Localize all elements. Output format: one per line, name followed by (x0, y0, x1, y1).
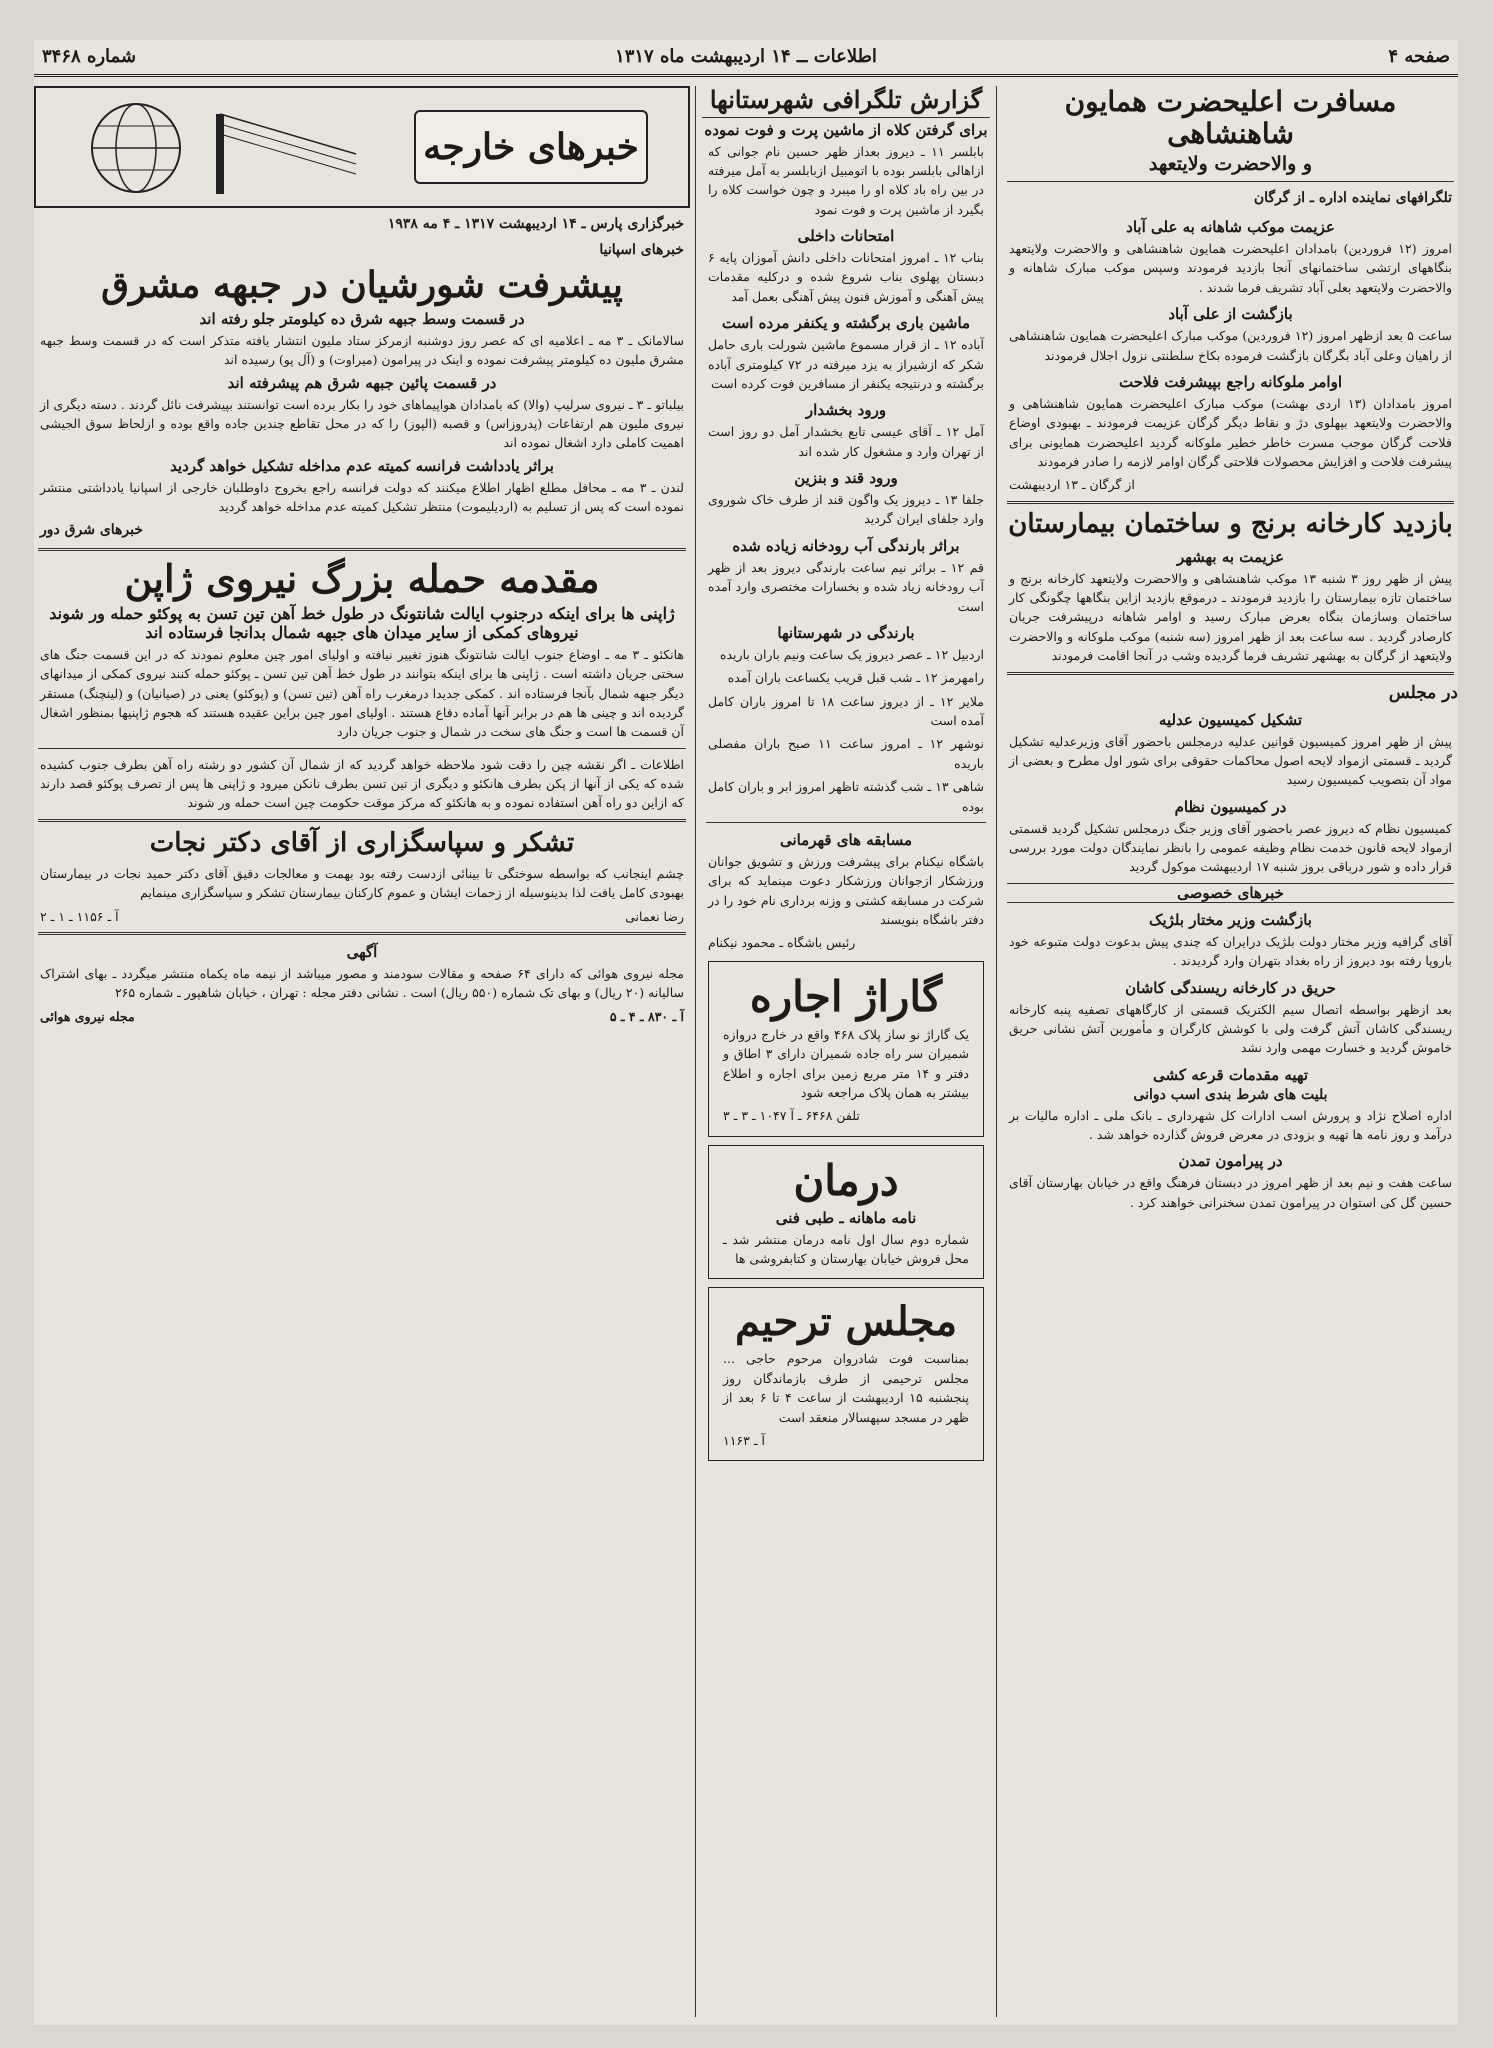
contest-text: باشگاه نیکنام برای پیشرفت ورزش و تشویق جوانان ورزشکار ازجوانان ورزشکار دعوت مینماید که برای شرکت در مسابقه کشتی و وزنه برداری نام خود را در دفتر باشگاه بنویسند (708, 853, 984, 928)
column-provinces (702, 86, 990, 2017)
darman-subtitle: نامه ماهانه ـ طبی فنی (775, 1208, 917, 1227)
section-heading: امتحانات داخلی (797, 227, 895, 246)
section-heading: عزیمت موکب شاهانه به علی آباد (1126, 218, 1335, 237)
garage-phone: تلفن ۶۴۶۸ ـ آ ۱۰۴۷ ـ ۳ ـ ۳ (723, 1108, 860, 1124)
divider (706, 822, 986, 823)
column-rule (695, 86, 696, 2017)
section-text: بعد ازظهر بواسطه اتصال سیم الکتریک قسمتی از کارگاههای تصفیه پنبه کارخانه ریسندگی کاشان آتش گرفت ولی با کوشش کارگران و مأمورین آتش نشانی حریق خاموش گردید و خسارت مهمی وارد نشد (1009, 1001, 1452, 1056)
visit-title: بازدید کارخانه برنج و ساختمان بیمارستان (1008, 508, 1453, 539)
masthead (34, 40, 1458, 77)
foreign-news-banner (34, 86, 690, 208)
contest-heading: مسابقه های قهرمانی (779, 830, 913, 849)
spain-text-a: سالامانک ـ ۳ مه ـ اعلامیه ای که عصر روز دوشنبه ازمرکز ستاد ملیون انتشار یافته متذکر است که در قسمت وسط جبهه مشرق ملیون ده کیلومتر پیشرفت نموده و اینک در پیرامون (میراوت) و (آل پو) رسیده اند (40, 332, 684, 368)
japan-text: هانکئو ـ ۳ مه ـ اوضاع جنوب ایالت شانتونگ هنوز تغییر نیافته و اولیای امور چین معلوم نمودند که در این قسمت جنگ های سختی جریان داشته است . ژاپنی ها برای اینکه بتوانند در طول خط آهن تین تسن ـ پوکئو حمله کنند نیروی کمکی از میدانهای دیگر جبهه شمال بآنجا فرستاده اند . کمکی جدیدا درمغرب راه آهن (تین تسن) و (پوکئو) یعنی در (صیانیان) و (لینچنگ) مستقر گردیده اند و چینی ها هم در برابر آنها آماده دفاع هستند . اولیای امور چین براین عقیده هستند که هجوم ژاپنیها بمنظور اشغال آن قسمت ها است و جنگ های سخت در شمال و جنوب جریان دارد (40, 646, 684, 740)
tarhim-code: آ ـ ۱۱۶۳ (723, 1432, 765, 1448)
majlis-heading: در مجلس (1388, 682, 1458, 703)
garage-ad (708, 961, 984, 1137)
tarhim-ad (708, 1287, 984, 1461)
darman-title: درمان (793, 1155, 899, 1205)
section-heading: تهیه مقدمات قرعه کشی (1152, 1065, 1308, 1084)
globe-illustration-icon (66, 94, 366, 198)
info-text: اطلاعات ـ اگر نقشه چین را دقت شود ملاحظه خواهد گردید که از شمال آن کشور دو رشته راه آهن بطرف جنوب کشیده شده که یکی از آنها از پکن بطرف هانکئو و دیگری از تین تسن بطرف نانکن میرود و ژاپنی ها پس از تصرف پوکئو قصد دارند که ازاین دو راه آهن استفاده نموده و به هانکئو که مرکز موقت حکومت چین است حمله ور شوند (40, 756, 684, 811)
spain-text-c: لندن ـ ۳ مه ـ محافل مطلع اظهار اطلاع میکنند که دولت فرانسه راجع بخروج داوطلبان خارجی از اسپانیا یادداشتی منتشر نموده است که پس از تسلیم به (اردیلیموت) منتظر تشکیل کمیته عدم مداخله خواهد گردید (40, 479, 684, 515)
section-text: ساعت ۵ بعد ازظهر امروز (۱۲ فروردین) موکب مبارک اعلیحضرت همایون شاهنشاهی از راهیان وعلی آباد بگرگان بازگشت فرموده بکاخ سلطنتی نزول اجلال فرمودند (1009, 328, 1452, 363)
section-text: جلفا ۱۳ ـ دیروز یک واگون قند از طرف خاک شوروی وارد جلفای ایران گردید (708, 492, 984, 527)
spain-sub3: براثر یادداشت فرانسه کمیته عدم مداخله تشکیل خواهد گردید (170, 456, 554, 475)
thanks-title: تشکر و سپاسگزاری از آقای دکتر نجات (149, 827, 575, 858)
thanks-code: آ ـ ۱۱۵۶ ـ ۱ ـ ۲ (40, 908, 119, 924)
divider (38, 748, 686, 749)
section-signature: از گرگان ـ ۱۳ اردیبهشت (1009, 477, 1135, 493)
telegram-line: تلگرافهای نماینده اداره ـ از گرگان (1253, 190, 1452, 207)
visit-text: پیش از ظهر روز ۳ شنبه ۱۳ موکب شاهنشاهی و والاحضرت ولایتعهد کارخانه برنج و ساختمان تازه بیمارستان را بازدید فرمودند ـ درموقع بازدید ازاین بنگاهها چگونگی کار ساختمان وسازمان بنگاه بعرض مبارک رسید و اوامر شاهانه درپیشرفت جریان کارصادر گردید . سه ساعت بعد از ظهر امروز (سه شنبه) موکب ملوکانه و والاحضرت ولایتعهد از گرگان به بهشهر تشریف فرما گردیده وشب در آنجا اقامت فرمودند (1009, 570, 1453, 664)
issue-number: شماره ۳۴۶۸ (42, 46, 137, 67)
spain-label: خبرهای اسپانیا (599, 241, 684, 258)
column-foreign-news (34, 86, 690, 2017)
far-east-label: خبرهای شرق دور (40, 522, 144, 539)
contest-signature: رئیس باشگاه ـ محمود نیکنام (708, 935, 856, 951)
section-text: قم ۱۲ ـ براثر نیم ساعت بارندگی دیروز بعد از ظهر آب رودخانه زیاد شده و بخسارات مختصری وارد آمده است (708, 559, 984, 614)
section-subheading: بلیت های شرط بندی اسب دوانی (1133, 1086, 1328, 1103)
garage-text: یک گاراژ نو ساز پلاک ۴۶۸ واقع در خارج دروازه شمیران سر راه جاده شمیران دارای ۳ اطاق و دفتر و ۱۴ متر مربع زمین برای اجاره و اطلاع بیشتر به همان پلاک مراجعه شود (723, 1026, 969, 1100)
section-heading: بازگشت وزیر مختار بلژیک (1149, 910, 1312, 929)
foreign-news-banner-title: خبرهای خارجه (414, 110, 648, 184)
provinces-subtitle: برای گرفتن کلاه از ماشین پرت و فوت نموده (704, 120, 988, 139)
darman-text: شماره دوم سال اول نامه درمان منتشر شد ـ محل فروش خیابان بهارستان و کتابفروشی ها (723, 1231, 969, 1267)
page-label: صفحه ۴ (1388, 46, 1450, 67)
ad-footer (40, 1007, 684, 1026)
tarhim-title: مجلس ترحیم (734, 1298, 958, 1346)
section-heading: بازگشت از علی آباد (1168, 305, 1293, 324)
agency-line: خبرگزاری پارس ـ ۱۴ اردیبهشت ۱۳۱۷ ـ ۴ مه ۱۹۳۸ (387, 216, 684, 232)
section-text: امروز بامدادان (۱۳ اردی بهشت) موکب مبارک اعلیحضرت همایون شاهنشاهی و والاحضرت ولایتعهد بپهلوی دژ و نقاط دیگر گرگان عزیمت فرمودند ـ بهبودی اوضاع فلاحت گرگان موجب مسرت خاطر خطیر ملوکانه گردید اعلیحضرت همایونی برای پیشرفت فلاحت و افزایش محصولات فلاحتی گرگان اوامر لازمه را صادر فرمودند (1009, 395, 1452, 470)
divider (38, 932, 686, 935)
section-text: امروز (۱۲ فروردین) بامدادان اعلیحضرت همایون شاهنشاهی و والاحضرت ولایتعهد بنگاههای ارتشی ساختمانهای آنجا بازدید فرمودند وسپس موکب مبارک شاهانه و والاحضرت ولایتعهد بعلی آباد تشریف فرما شدند . (1009, 241, 1452, 295)
section-heading: حریق در کارخانه ریسندگی کاشان (1125, 978, 1336, 997)
garage-title: گاراژ اجاره (749, 971, 943, 1021)
tarhim-text: بمناسبت فوت شادروان مرحوم حاجی ... مجلس ترحیمی از طرف بازماندگان روز پنجشنبه ۱۵ اردیبهشت از ساعت ۴ تا ۶ بعد از ظهر در مسجد سپهسالار منعقد است (723, 1351, 970, 1425)
section-heading: براثر بارندگی آب رودخانه زیاده شده (732, 536, 960, 555)
section-text: آقای گرافیه وزیر مختار دولت بلژیک درایران که چندی پیش بدعوت دولت متبوعه خود باروپا رفته بود دیروز از راه بغداد بتهران وارد گردیدند . (1009, 933, 1452, 969)
masthead-center: اطلاعات ــ ۱۴ اردیبهشت ماه ۱۳۱۷ (615, 46, 877, 67)
divider (38, 819, 686, 822)
ad-text: مجله نیروی هوائی که دارای ۶۴ صفحه و مقالات سودمند و مصور میباشد از نیمه ماه یکماه منتشر میگردد ـ بهای اشتراک سالیانه (۲۰ ریال) و بهای تک شماره (۵۵۰ ریال) است . نشانی دفتر مجله : تهران ، خیابان شاهپور ـ شماره ۲۶۵ (40, 965, 684, 1001)
section-text: آمل ۱۲ ـ آقای عیسی تابع بخشدار آمل دو روز است از تهران وارد و مشغول کار شده اند (708, 424, 984, 459)
headline-spain-sub: در قسمت وسط جبهه شرق ده کیلومتر جلو رفته اند (199, 309, 525, 328)
thanks-text: چشم اینجانب که بواسطه سوختگی تا بینائی ازدست رفته بود بهمت و معالجات دقیق آقای دکتر حمید نجات در بیمارستان بهبودی کامل یافت لذا بدینوسیله از زحمات ایشان و عموم کارکنان بیمارستان تشکر و سپاسگزاری مینمایم (40, 865, 684, 901)
private-news-heading: خبرهای خصوصی (1007, 883, 1454, 903)
section-heading: تشکیل کمیسیون عدلیه (1158, 710, 1303, 729)
divider (38, 548, 686, 551)
spain-sub2: در قسمت پائین جبهه شرق هم پیشرفته اند (227, 373, 497, 392)
rain-item: ملایر ۱۲ ـ از دیروز ساعت ۱۸ تا امروز باران کامل آمده است (708, 693, 984, 729)
provinces-title: گزارش تلگرافی شهرستانها (702, 86, 990, 118)
thanks-signature: رضا نعمانی (625, 908, 684, 924)
section-text: ساعت هفت و نیم بعد از ظهر امروز در دبستان فرهنگ واقع در خیابان بهارستان آقای حسین گل کی استوان در پیرامون تمدن سخنرانی خواهند کرد . (1009, 1175, 1452, 1210)
rain-item: رامهرمز ۱۲ ـ شب قبل قریب یکساعت باران آمده (727, 670, 984, 686)
royal-travel-subtitle: و والاحضرت ولایتعهد (1148, 153, 1313, 176)
section-text: آباده ۱۲ ـ از قرار مسموع ماشین شورلت باری حامل شکر که ازشیراز به یزد میرفته در ۷۲ کیلومتری آباده برگشته و درنتیجه یکنفر از مسافرین فوت کرده است (708, 337, 984, 391)
section-text: پیش از ظهر امروز کمیسیون قوانین عدلیه درمجلس باحضور آقای وزیرعدلیه تشکیل گردید ـ قسمتی ازمواد لایحه اصول محاکمات حقوقی برای شور اول مطرح و بعضی از مواد آن بتصویب کمیسیون رسید (1009, 733, 1452, 788)
royal-travel-title: مسافرت اعلیحضرت همایون شاهنشاهی (1064, 86, 1397, 151)
section-heading: ورود قند و بنزین (794, 469, 898, 488)
headline-japan-sub: ژاپنی ها برای اینکه درجنوب ایالت شانتونگ در طول خط آهن تین تسن به پوکئو حمله ور شوند نیروهای کمکی از سایر میدان های جبهه شمال بدانجا فرستاده اند (49, 603, 675, 642)
ad-signature: مجله نیروی هوائی (40, 1008, 135, 1024)
section-text: بناب ۱۲ ـ امروز امتحانات داخلی دانش آموزان پایه ۶ دبستان پهلوی بناب شروع شده و درکلیه مقدمات پیش آهنگی و آموزش فنون پیش آهنگی بعمل آمد (708, 250, 984, 304)
divider (1007, 672, 1454, 675)
newspaper-page (34, 40, 1458, 2025)
section-heading: اوامر ملوکانه راجع بپیشرفت فلاحت (1118, 372, 1343, 391)
divider (1007, 501, 1454, 504)
spain-text-b: بیلباتو ـ ۳ ـ نیروی سرلیپ (والا) که بامدادان هواپیماهای خود را بکار برده است توانستند بپیشرفت نائل گردند . دسته دیگری از نیروی ملیون هم ارتفاعات (پدروزاس) و قصبه (الپوز) را که در محل تقاطع چندین جاده واقع بوده و ازلحاظ سوق الجیشی اهمیت کاملی دارد اشغال نموده اند (40, 396, 684, 451)
ad-heading: آگهی (346, 942, 378, 961)
ad-code: آ ـ ۸۳۰ ـ ۴ ـ ۵ (609, 1008, 684, 1024)
section-heading: در پیرامون تمدن (1178, 1152, 1283, 1171)
divider (1007, 181, 1454, 182)
rain-item: نوشهر ۱۲ ـ امروز ساعت ۱۱ صبح باران مفصلی باریده (708, 736, 984, 771)
rain-item: شاهی ۱۳ ـ شب گذشته تاظهر امروز ابر و باران کامل بوده (708, 779, 984, 814)
darman-ad (708, 1145, 984, 1280)
visit-subtitle: عزیمت به بهشهر (1176, 547, 1285, 566)
section-heading: بارندگی در شهرستانها (777, 623, 915, 642)
provinces-text: بابلسر ۱۱ ـ دیروز بعداز ظهر حسین نام جوانی که ازاهالی بابلسر بوده با اتومبیل ازبابلسر به آمل میرفته در بین راه باد کلاه او را میبرد و چون خواست کلاه را بگیرد از ماشین پرت و فوت نمود (708, 143, 984, 217)
thanks-footer (40, 907, 684, 926)
column-royal-travel (1003, 86, 1458, 2017)
headline-spain: پیشرفت شورشیان در جبهه مشرق (101, 264, 623, 307)
section-heading: ماشین باری برگشته و یکنفر مرده است (721, 314, 971, 333)
column-rule (996, 86, 997, 2017)
section-text: اداره اصلاح نژاد و پرورش اسب ادارات کل شهرداری ـ بانک ملی ـ اداره مالیات بر درآمد و روز نامه ها تهیه و بزودی در معرض فروش گذارده خواهد شد . (1009, 1107, 1452, 1143)
rain-item: اردبیل ۱۲ ـ عصر دیروز یک ساعت ونیم باران باریده (719, 646, 984, 662)
section-heading: در کمیسیون نظام (1174, 797, 1287, 816)
section-heading: ورود بخشدار (805, 401, 887, 420)
headline-japan: مقدمه حمله بزرگ نیروی ژاپن (124, 556, 600, 602)
section-text: کمیسیون نظام که دیروز عصر باحضور آقای وزیر جنگ درمجلس تشکیل گردید قسمتی ازمواد لایحه قانون خدمت نظام وظیفه عمومی را بانظر نمایندگان دولت مورد بررسی قرار داده و شور درباقی بروز شنبه ۱۷ اردیبهشت موکول گردید (1009, 820, 1452, 875)
